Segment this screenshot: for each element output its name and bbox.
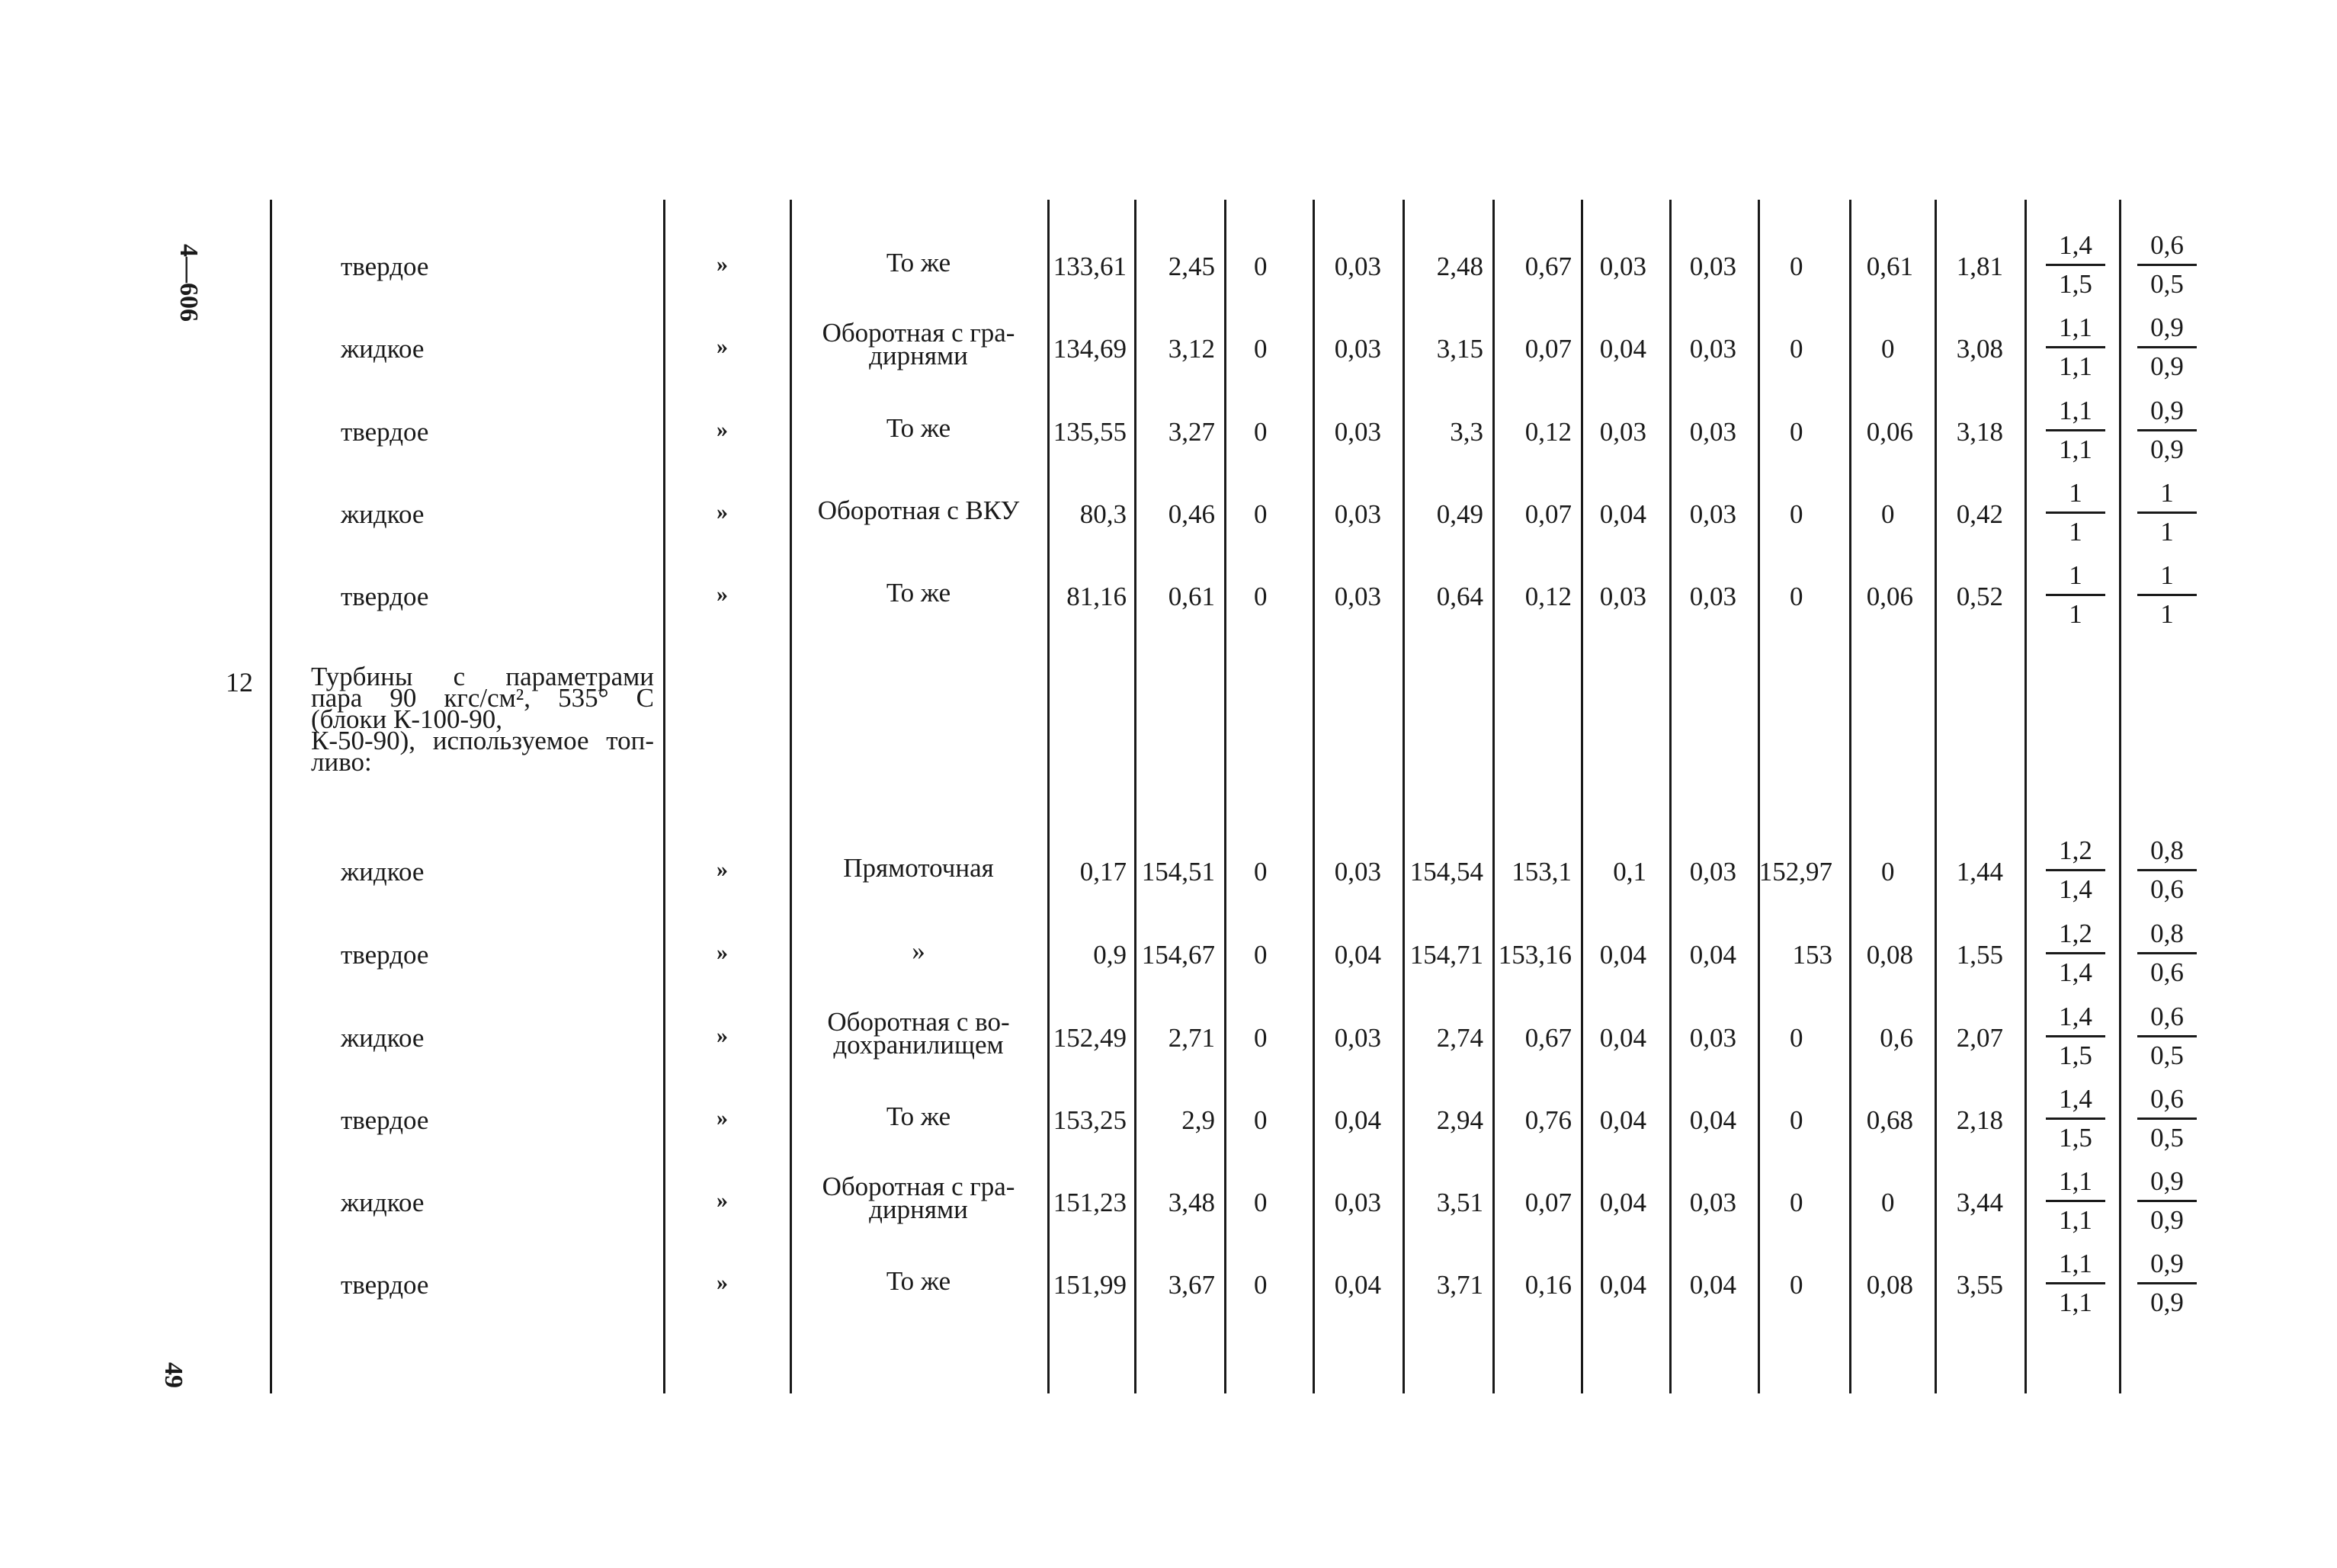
- value-cell: 0,03: [1689, 499, 1736, 529]
- ditto-mark: »: [716, 499, 728, 524]
- fraction-numerator: 0,6: [2150, 1002, 2184, 1031]
- value-cell: 0,03: [1334, 1023, 1381, 1053]
- fraction-numerator: 1: [2160, 478, 2174, 508]
- value-cell: 0,04: [1599, 1105, 1646, 1135]
- fraction-cell: [2043, 311, 2108, 383]
- value-cell: 0: [1881, 1188, 1895, 1217]
- value-cell: 0,61: [1866, 252, 1913, 281]
- value-cell: 0,9: [1093, 940, 1127, 970]
- value-cell: 0,42: [1956, 499, 2003, 529]
- value-cell: 0,03: [1689, 1188, 1736, 1217]
- value-cell: 135,55: [1053, 417, 1127, 447]
- value-cell: 0: [1254, 857, 1268, 887]
- table-row: [0, 478, 2337, 565]
- value-cell: 0,03: [1689, 417, 1736, 447]
- fraction-bar: [2046, 1200, 2105, 1202]
- fraction-denominator: 0,9: [2150, 1287, 2184, 1317]
- table-row: [0, 1166, 2337, 1253]
- value-cell: 0,61: [1168, 582, 1215, 611]
- value-cell: 0,6: [1880, 1023, 1913, 1053]
- page-number: 49: [159, 1362, 188, 1388]
- fraction-numerator: 1: [2069, 478, 2082, 508]
- fraction-bar: [2046, 869, 2105, 871]
- fraction-cell: [2134, 1247, 2200, 1319]
- value-cell: 2,94: [1436, 1105, 1483, 1135]
- section-title-line: Турбины с параметрами: [311, 662, 654, 691]
- fraction-numerator: 1: [2069, 560, 2082, 590]
- fraction-denominator: 1: [2160, 599, 2174, 629]
- value-cell: 151,23: [1053, 1188, 1127, 1217]
- fraction-numerator: 0,9: [2150, 1249, 2184, 1278]
- value-cell: 0: [1254, 252, 1268, 281]
- fraction-cell: [2043, 229, 2108, 301]
- value-cell: 1,81: [1956, 252, 2003, 281]
- fraction-numerator: 0,6: [2150, 1084, 2184, 1114]
- value-cell: 0: [1790, 1105, 1803, 1135]
- value-cell: 0: [1881, 857, 1895, 887]
- ditto-mark: »: [716, 1188, 728, 1213]
- fraction-denominator: 1,4: [2059, 874, 2092, 904]
- cooling-line: дирнями: [869, 1194, 968, 1224]
- value-cell: 0,46: [1168, 499, 1215, 529]
- value-cell: 0,04: [1599, 1188, 1646, 1217]
- ditto-mark: »: [716, 940, 728, 965]
- value-cell: 0,06: [1866, 582, 1913, 611]
- ditto-mark: »: [716, 582, 728, 607]
- fraction-denominator: 1,5: [2059, 1123, 2092, 1153]
- value-cell: 0,03: [1334, 334, 1381, 364]
- value-cell: 0: [1254, 499, 1268, 529]
- value-cell: 3,71: [1436, 1270, 1483, 1300]
- value-cell: 0,03: [1599, 417, 1646, 447]
- value-cell: 0,1: [1613, 857, 1646, 887]
- fraction-bar: [2046, 264, 2105, 266]
- value-cell: 0,03: [1334, 417, 1381, 447]
- value-cell: 2,9: [1181, 1105, 1215, 1135]
- fraction-numerator: 1,4: [2059, 1084, 2092, 1114]
- cooling-system-cell: [793, 1172, 1044, 1224]
- fraction-numerator: 1,4: [2059, 1002, 2092, 1031]
- fuel-type-cell: жидкое: [341, 1188, 425, 1217]
- fraction-bar: [2046, 346, 2105, 348]
- value-cell: 0,52: [1956, 582, 2003, 611]
- cooling-line: То же: [886, 1266, 951, 1296]
- fraction-cell: [2043, 917, 2108, 989]
- value-cell: 133,61: [1053, 252, 1127, 281]
- fraction-numerator: 0,9: [2150, 1166, 2184, 1196]
- fraction-numerator: 1,1: [2059, 313, 2092, 342]
- cooling-line: Оборотная с во-: [827, 1007, 1010, 1037]
- cooling-line: Оборотная с ВКУ: [817, 495, 1020, 525]
- fraction-numerator: 1,1: [2059, 1249, 2092, 1278]
- table-row: [0, 1249, 2337, 1336]
- value-cell: 0: [1790, 1023, 1803, 1053]
- cooling-system-cell: [793, 853, 1044, 883]
- fraction-bar: [2137, 1282, 2197, 1284]
- fuel-type-cell: твердое: [341, 940, 429, 970]
- value-cell: 0,04: [1334, 940, 1381, 970]
- value-cell: 3,67: [1168, 1270, 1215, 1300]
- fraction-bar: [2137, 1117, 2197, 1120]
- fraction-denominator: 0,5: [2150, 269, 2184, 299]
- fraction-bar: [2046, 1282, 2105, 1284]
- fraction-denominator: 0,5: [2150, 1041, 2184, 1070]
- value-cell: 0: [1881, 499, 1895, 529]
- fraction-denominator: 1,4: [2059, 957, 2092, 987]
- value-cell: 0,12: [1524, 582, 1572, 611]
- cooling-line: Оборотная с гра-: [822, 1172, 1015, 1201]
- fraction-bar: [2046, 952, 2105, 954]
- value-cell: 0,03: [1599, 252, 1646, 281]
- doc-code: 4—606: [175, 244, 203, 322]
- value-cell: 0,04: [1689, 940, 1736, 970]
- cooling-system-cell: [793, 248, 1044, 277]
- ditto-mark: »: [716, 252, 728, 277]
- cooling-line: То же: [886, 1101, 951, 1131]
- ditto-mark: »: [716, 334, 728, 359]
- fraction-cell: [2043, 1247, 2108, 1319]
- value-cell: 0: [1790, 582, 1803, 611]
- fraction-denominator: 1,1: [2059, 1287, 2092, 1317]
- value-cell: 3,3: [1450, 417, 1483, 447]
- fraction-cell: [2134, 917, 2200, 989]
- ditto-mark: »: [716, 857, 728, 882]
- cooling-system-cell: [793, 495, 1044, 525]
- value-cell: 0,03: [1334, 252, 1381, 281]
- fraction-cell: [2043, 1082, 2108, 1155]
- value-cell: 2,18: [1956, 1105, 2003, 1135]
- section-title-line: (блоки К-100-90,: [311, 704, 502, 734]
- table-row: [0, 1084, 2337, 1171]
- fraction-denominator: 1,1: [2059, 1205, 2092, 1235]
- fraction-numerator: 1,2: [2059, 835, 2092, 865]
- value-cell: 0,03: [1334, 499, 1381, 529]
- fraction-numerator: 1,2: [2059, 919, 2092, 948]
- fraction-cell: [2043, 1165, 2108, 1237]
- section-number: 12: [226, 667, 253, 697]
- value-cell: 0,03: [1334, 857, 1381, 887]
- fuel-type-cell: твердое: [341, 1105, 429, 1135]
- value-cell: 0: [1790, 252, 1803, 281]
- value-cell: 1,55: [1956, 940, 2003, 970]
- value-cell: 0,04: [1689, 1105, 1736, 1135]
- fraction-cell: [2134, 476, 2200, 549]
- value-cell: 0,03: [1334, 1188, 1381, 1217]
- value-cell: 0,07: [1524, 499, 1572, 529]
- fraction-denominator: 1: [2069, 599, 2082, 629]
- cooling-system-cell: [793, 936, 1044, 966]
- fraction-cell: [2134, 1000, 2200, 1073]
- value-cell: 3,18: [1956, 417, 2003, 447]
- value-cell: 0: [1254, 1188, 1268, 1217]
- value-cell: 3,55: [1956, 1270, 2003, 1300]
- value-cell: 0: [1254, 940, 1268, 970]
- fraction-bar: [2137, 952, 2197, 954]
- table-row: [0, 230, 2337, 317]
- value-cell: 0: [1254, 334, 1268, 364]
- cooling-system-cell: [793, 318, 1044, 370]
- fraction-bar: [2137, 1035, 2197, 1037]
- table-row: [0, 835, 2337, 922]
- value-cell: 2,74: [1436, 1023, 1483, 1053]
- value-cell: 0: [1790, 417, 1803, 447]
- value-cell: 0: [1790, 1270, 1803, 1300]
- cooling-system-cell: [793, 1007, 1044, 1060]
- table-row: [0, 560, 2337, 647]
- value-cell: 0: [1254, 1023, 1268, 1053]
- value-cell: 0,67: [1524, 1023, 1572, 1053]
- value-cell: 0: [1790, 499, 1803, 529]
- fraction-numerator: 1,1: [2059, 1166, 2092, 1196]
- fraction-cell: [2134, 1165, 2200, 1237]
- fraction-cell: [2134, 229, 2200, 301]
- value-cell: 0,67: [1524, 252, 1572, 281]
- value-cell: 0,68: [1866, 1105, 1913, 1135]
- fraction-bar: [2137, 264, 2197, 266]
- value-cell: 153: [1792, 940, 1832, 970]
- table-row: [0, 1002, 2337, 1089]
- value-cell: 151,99: [1053, 1270, 1127, 1300]
- value-cell: 2,71: [1168, 1023, 1215, 1053]
- fraction-bar: [2046, 429, 2105, 431]
- value-cell: 0,07: [1524, 334, 1572, 364]
- fraction-cell: [2043, 834, 2108, 906]
- fraction-bar: [2137, 594, 2197, 596]
- value-cell: 3,27: [1168, 417, 1215, 447]
- value-cell: 0,49: [1436, 499, 1483, 529]
- table-row: [0, 313, 2337, 399]
- value-cell: 0: [1790, 334, 1803, 364]
- fuel-type-cell: твердое: [341, 252, 429, 281]
- value-cell: 3,15: [1436, 334, 1483, 364]
- fraction-bar: [2137, 429, 2197, 431]
- fraction-bar: [2137, 869, 2197, 871]
- section-title-line: К-50-90), используемое топ-: [311, 726, 654, 755]
- fraction-denominator: 0,6: [2150, 874, 2184, 904]
- fraction-denominator: 1,1: [2059, 351, 2092, 381]
- fraction-denominator: 1: [2069, 517, 2082, 547]
- fraction-bar: [2046, 594, 2105, 596]
- fraction-denominator: 0,5: [2150, 1123, 2184, 1153]
- value-cell: 0,03: [1334, 582, 1381, 611]
- fraction-cell: [2043, 1000, 2108, 1073]
- ditto-mark: »: [716, 417, 728, 442]
- value-cell: 3,48: [1168, 1188, 1215, 1217]
- value-cell: 0: [1790, 1188, 1803, 1217]
- fraction-numerator: 0,6: [2150, 230, 2184, 260]
- value-cell: 0,08: [1866, 940, 1913, 970]
- cooling-line: Прямоточная: [843, 853, 994, 883]
- ditto-mark: »: [716, 1105, 728, 1130]
- value-cell: 0,04: [1334, 1270, 1381, 1300]
- value-cell: 0,04: [1334, 1105, 1381, 1135]
- value-cell: 152,97: [1758, 857, 1832, 887]
- fraction-numerator: 1,1: [2059, 396, 2092, 425]
- value-cell: 153,25: [1053, 1105, 1127, 1135]
- value-cell: 0,04: [1599, 940, 1646, 970]
- value-cell: 1,44: [1956, 857, 2003, 887]
- value-cell: 0,03: [1689, 857, 1736, 887]
- value-cell: 154,67: [1141, 940, 1215, 970]
- value-cell: 3,44: [1956, 1188, 2003, 1217]
- fuel-type-cell: твердое: [341, 417, 429, 447]
- fraction-numerator: 0,8: [2150, 835, 2184, 865]
- value-cell: 0,06: [1866, 417, 1913, 447]
- fraction-bar: [2046, 511, 2105, 514]
- fraction-cell: [2043, 476, 2108, 549]
- fraction-cell: [2134, 1082, 2200, 1155]
- fraction-numerator: 0,9: [2150, 396, 2184, 425]
- value-cell: 0: [1254, 417, 1268, 447]
- fuel-type-cell: жидкое: [341, 857, 425, 887]
- fuel-type-cell: жидкое: [341, 334, 425, 364]
- value-cell: 0,17: [1079, 857, 1127, 887]
- value-cell: 0: [1254, 582, 1268, 611]
- value-cell: 0,03: [1599, 582, 1646, 611]
- value-cell: 2,45: [1168, 252, 1215, 281]
- fuel-type-cell: жидкое: [341, 499, 425, 529]
- fraction-cell: [2134, 559, 2200, 631]
- value-cell: 0,03: [1689, 334, 1736, 364]
- value-cell: 0,08: [1866, 1270, 1913, 1300]
- fraction-cell: [2134, 834, 2200, 906]
- value-cell: 0,04: [1599, 1270, 1646, 1300]
- value-cell: 0,07: [1524, 1188, 1572, 1217]
- fraction-denominator: 0,9: [2150, 1205, 2184, 1235]
- fraction-bar: [2046, 1035, 2105, 1037]
- value-cell: 0,04: [1599, 499, 1646, 529]
- section-title: [311, 662, 654, 777]
- fraction-bar: [2046, 1117, 2105, 1120]
- fraction-numerator: 0,9: [2150, 313, 2184, 342]
- cooling-line: То же: [886, 413, 951, 443]
- fraction-numerator: 1: [2160, 560, 2174, 590]
- value-cell: 0,04: [1599, 1023, 1646, 1053]
- cooling-line: дирнями: [869, 341, 968, 370]
- value-cell: 0: [1254, 1105, 1268, 1135]
- fraction-numerator: 0,8: [2150, 919, 2184, 948]
- fraction-denominator: 1,5: [2059, 1041, 2092, 1070]
- ditto-mark: »: [716, 1270, 728, 1295]
- cooling-line: »: [912, 936, 925, 966]
- cooling-system-cell: [793, 1101, 1044, 1131]
- section-title-line: пара 90 кгс/см², 535° С: [311, 683, 654, 713]
- value-cell: 81,16: [1066, 582, 1127, 611]
- value-cell: 134,69: [1053, 334, 1127, 364]
- value-cell: 0,76: [1524, 1105, 1572, 1135]
- value-cell: 153,16: [1498, 940, 1572, 970]
- value-cell: 2,48: [1436, 252, 1483, 281]
- fraction-denominator: 1,5: [2059, 269, 2092, 299]
- fraction-cell: [2134, 311, 2200, 383]
- cooling-system-cell: [793, 413, 1044, 443]
- value-cell: 0,03: [1689, 582, 1736, 611]
- cooling-system-cell: [793, 578, 1044, 608]
- fraction-cell: [2134, 394, 2200, 467]
- value-cell: 0,16: [1524, 1270, 1572, 1300]
- fuel-type-cell: жидкое: [341, 1023, 425, 1053]
- value-cell: 2,07: [1956, 1023, 2003, 1053]
- value-cell: 0: [1881, 334, 1895, 364]
- cooling-line: То же: [886, 248, 951, 277]
- value-cell: 154,54: [1409, 857, 1483, 887]
- cooling-line: дохранилищем: [833, 1030, 1004, 1060]
- fraction-cell: [2043, 394, 2108, 467]
- value-cell: 153,1: [1512, 857, 1572, 887]
- value-cell: 0: [1254, 1270, 1268, 1300]
- value-cell: 0,04: [1599, 334, 1646, 364]
- value-cell: 0,12: [1524, 417, 1572, 447]
- fraction-denominator: 0,9: [2150, 351, 2184, 381]
- cooling-system-cell: [793, 1266, 1044, 1296]
- value-cell: 3,51: [1436, 1188, 1483, 1217]
- cooling-line: Оборотная с гра-: [822, 318, 1015, 348]
- value-cell: 0,04: [1689, 1270, 1736, 1300]
- section-title-line: ливо:: [311, 747, 372, 777]
- value-cell: 0,03: [1689, 1023, 1736, 1053]
- table-row: [0, 396, 2337, 483]
- fraction-cell: [2043, 559, 2108, 631]
- fraction-bar: [2137, 1200, 2197, 1202]
- value-cell: 152,49: [1053, 1023, 1127, 1053]
- fuel-type-cell: твердое: [341, 582, 429, 611]
- fraction-numerator: 1,4: [2059, 230, 2092, 260]
- fraction-denominator: 0,6: [2150, 957, 2184, 987]
- value-cell: 0,64: [1436, 582, 1483, 611]
- fraction-denominator: 1,1: [2059, 434, 2092, 464]
- table-row: [0, 919, 2337, 1005]
- cooling-line: То же: [886, 578, 951, 608]
- fraction-denominator: 0,9: [2150, 434, 2184, 464]
- fraction-bar: [2137, 511, 2197, 514]
- value-cell: 0,03: [1689, 252, 1736, 281]
- value-cell: 154,71: [1409, 940, 1483, 970]
- fraction-bar: [2137, 346, 2197, 348]
- fuel-type-cell: твердое: [341, 1270, 429, 1300]
- value-cell: 80,3: [1079, 499, 1127, 529]
- fraction-denominator: 1: [2160, 517, 2174, 547]
- value-cell: 154,51: [1141, 857, 1215, 887]
- value-cell: 3,12: [1168, 334, 1215, 364]
- value-cell: 3,08: [1956, 334, 2003, 364]
- ditto-mark: »: [716, 1023, 728, 1048]
